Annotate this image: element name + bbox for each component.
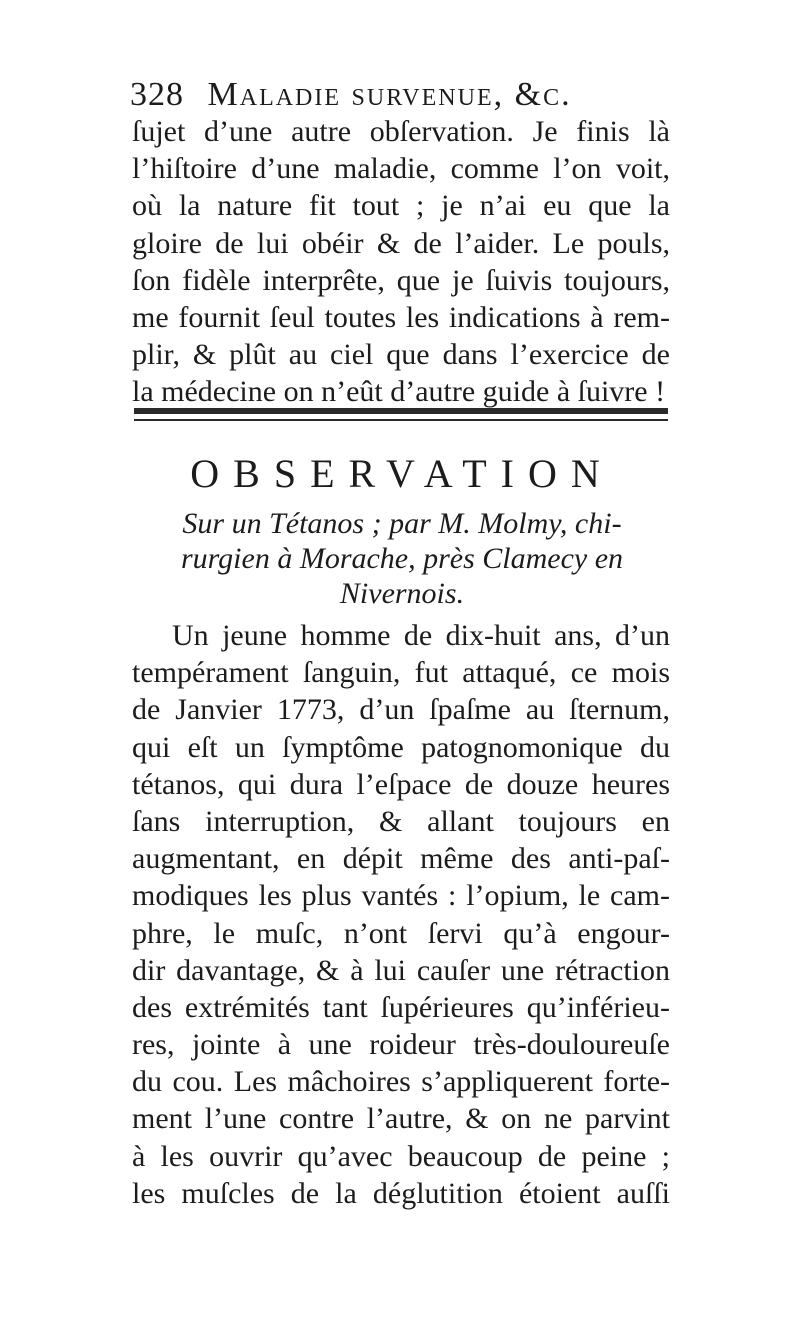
divider-thick-line <box>134 408 668 414</box>
text-line: de Janvier 1773, d’un ſpaſme au ſternum, <box>132 693 670 727</box>
text-line: qui eſt un ſymptôme patognomonique du <box>132 730 670 764</box>
divider-thin-line <box>134 419 668 421</box>
subtitle-line: Sur un Tétanos ; par M. Molmy, chi- <box>182 507 622 540</box>
text-line: phre, le muſc, n’ont ſervi qu’à engour- <box>132 916 670 950</box>
text-line: ſans interruption, & allant toujours en <box>132 804 670 838</box>
subtitle-line: Nivernois. <box>339 577 465 610</box>
top-paragraph <box>132 113 670 411</box>
text-line: gloire de lui obéir & de l’aider. Le pouls, <box>132 226 670 260</box>
section-divider-rule <box>134 408 668 426</box>
text-line: ment l’une contre l’autre, & on ne parvint <box>132 1102 670 1136</box>
text-line: à les ouvrir qu’avec beaucoup de peine ; <box>132 1139 670 1173</box>
text-line: tempérament ſanguin, fut attaqué, ce mois <box>132 656 670 690</box>
section-subtitle <box>132 506 672 611</box>
text-line: l’hiſtoire d’une maladie, comme l’on voit, <box>132 152 670 186</box>
text-line: des extrémités tant ſupérieures qu’inférieu- <box>132 990 670 1024</box>
text-line: me fournit ſeul toutes les indications à rem- <box>132 300 670 334</box>
text-line: Un jeune homme de dix-huit ans, d’un <box>172 619 670 652</box>
body-paragraph <box>132 617 670 1212</box>
text-line: plir, & plût au ciel que dans l’exercice de <box>132 338 670 372</box>
section-title: OBSERVATION <box>190 451 614 496</box>
page-header <box>130 76 690 114</box>
text-line: les muſcles de la déglutition étoient auſſi <box>132 1176 670 1210</box>
running-title: Maladie survenue, &c. <box>207 76 572 113</box>
text-line: où la nature fit tout ; je n’ai eu que la <box>132 189 670 223</box>
text-line: tétanos, qui dura l’eſpace de douze heures <box>132 767 670 801</box>
text-line: ſujet d’une autre obſervation. Je finis là <box>132 115 670 148</box>
text-line: res, jointe à une roideur très-douloureuſe <box>132 1028 670 1062</box>
text-line: modiques les plus vantés : l’opium, le cam- <box>132 879 670 913</box>
subtitle-line: rurgien à Morache, près Clamecy en <box>180 542 624 575</box>
page-number: 328 <box>130 76 184 113</box>
text-line: du cou. Les mâchoires s’appliquerent forte- <box>132 1065 670 1099</box>
text-line: la médecine on n’eût d’autre guide à ſuivre ! <box>132 375 666 409</box>
text-line: ſon fidèle interprête, que je ſuivis toujours, <box>132 263 670 297</box>
text-line: dir davantage, & à lui cauſer une rétraction <box>132 953 670 987</box>
text-line: augmentant, en dépit même des anti-paſ- <box>132 842 670 876</box>
